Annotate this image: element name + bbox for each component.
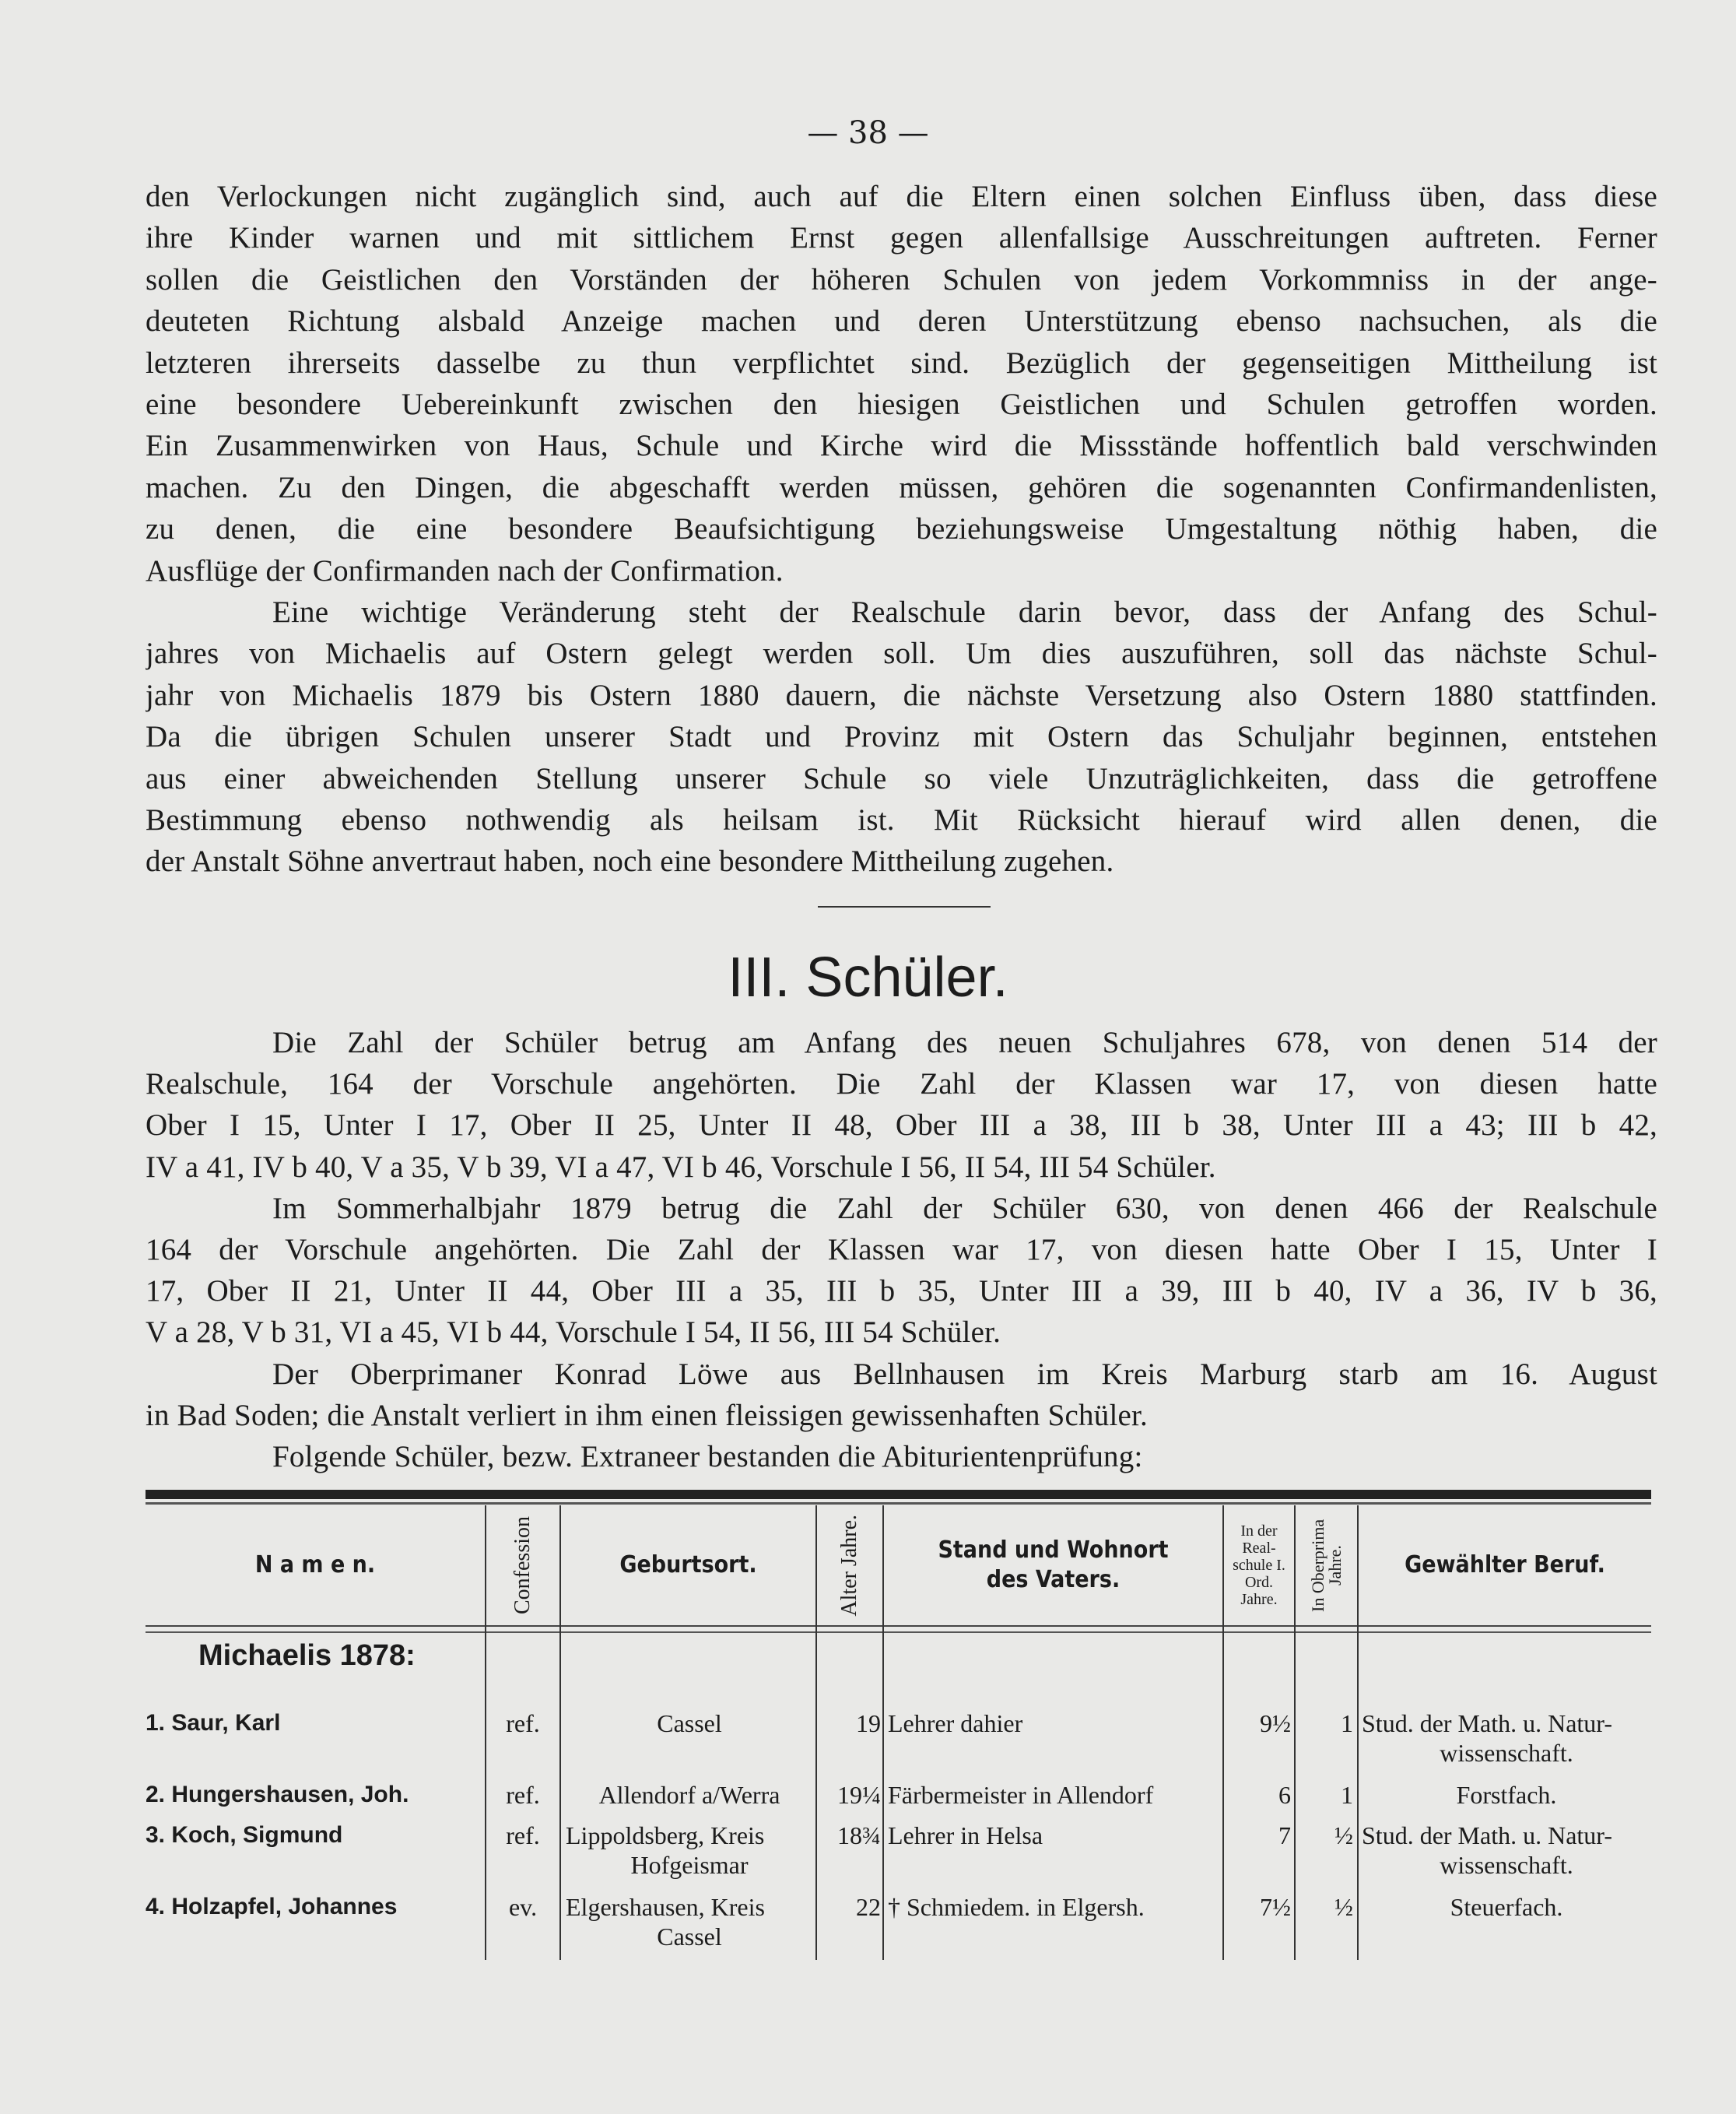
text-line: eine besondere Uebereinkunft zwischen den hiesigen Geistlichen und Schulen getroffen worden. (146, 388, 1657, 421)
text-line: jahr von Michaelis 1879 bis Ostern 1880 dauern, die nächste Versetzung also Ostern 1880 stattfinden. (146, 678, 1657, 712)
cell-name: 1. Saur, Karl (146, 1710, 281, 1736)
cell-birthplace: Elgershausen, Kreis Cassel (566, 1893, 765, 1951)
text-line: Eine wichtige Veränderung steht der Realschule darin bevor, dass der Anfang des Schul- (272, 595, 1657, 629)
header-birthplace: Geburtsort. (619, 1551, 757, 1578)
text-line: IV a 41, IV b 40, V a 35, V b 39, VI a 47, VI b 46, Vorschule I 56, II 54, III 54 Schüler. (146, 1150, 1216, 1184)
cell-father: Lehrer in Helsa (888, 1821, 1043, 1849)
text-line: Ober I 15, Unter I 17, Ober II 25, Unter II 48, Ober III a 38, III b 38, Unter III a 43; III b 42, (146, 1108, 1657, 1143)
text-line: Folgende Schüler, bezw. Extraneer bestanden die Abiturientenprüfung: (272, 1440, 1143, 1473)
header-name: N a m e n. (254, 1551, 376, 1578)
cell-name: 4. Holzapfel, Johannes (146, 1894, 398, 1919)
abitur-table (146, 1485, 1651, 1960)
table-top-rule-thin (146, 1502, 1651, 1505)
cell-father: † Schmiedem. in Elgersh. (888, 1893, 1145, 1921)
cell-age: 18¾ (837, 1821, 881, 1849)
cell-birthplace: Allendorf a/Werra (598, 1781, 780, 1809)
header-father: Stand und Wohnort des Vaters. (938, 1536, 1169, 1593)
text-line: Der Oberprimaner Konrad Löwe aus Bellnhausen im Kreis Marburg starb am 16. August (272, 1357, 1657, 1391)
cell-career: Forstfach. (1456, 1781, 1557, 1809)
header-rule (146, 1625, 1651, 1627)
cell-father: Färbermeister in Allendorf (888, 1781, 1154, 1809)
cell-realschule: 7½ (1260, 1893, 1291, 1921)
cell-confession: ev. (508, 1893, 538, 1921)
cell-confession: ref. (506, 1781, 540, 1809)
header-oberprima-years: In Oberprima Jahre. (1307, 1519, 1345, 1612)
cell-career: Steuerfach. (1450, 1893, 1563, 1921)
text-line: Im Sommerhalbjahr 1879 betrug die Zahl der Schüler 630, von denen 466 der Realschule (272, 1191, 1657, 1225)
text-line: Bestimmung ebenso nothwendig als heilsam ist. Mit Rücksicht hierauf wird allen denen, die (146, 803, 1657, 837)
text-line: Realschule, 164 der Vorschule angehörten. Die Zahl der Klassen war 17, von diesen hatte (146, 1067, 1657, 1101)
cell-oberprima: 1 (1341, 1781, 1353, 1809)
cell-name: 2. Hungershausen, Joh. (146, 1782, 409, 1807)
cell-realschule: 7 (1278, 1821, 1291, 1849)
cell-oberprima: ½ (1334, 1821, 1353, 1849)
cell-realschule: 6 (1278, 1781, 1291, 1809)
header-career: Gewählter Beruf. (1405, 1551, 1605, 1578)
section-divider (818, 906, 991, 908)
text-line: sollen die Geistlichen den Vorständen der höheren Schulen von jedem Vorkommniss in der ange- (146, 262, 1657, 297)
cell-confession: ref. (506, 1821, 540, 1849)
text-line: aus einer abweichenden Stellung unserer Schule so viele Unzuträglichkeiten, dass die getroffene (146, 761, 1657, 795)
text-line: ihre Kinder warnen und mit sittlichem Ernst gegen allenfallsige Ausschreitungen auftreten. Ferner (146, 221, 1657, 255)
cell-career: Stud. der Math. u. Natur-wissenschaft. (1362, 1709, 1612, 1767)
text-line: letzteren ihrerseits dasselbe zu thun verpflichtet sind. Bezüglich der gegenseitigen Mittheilung ist (146, 346, 1657, 380)
cell-confession: ref. (506, 1709, 540, 1737)
text-line: Da die übrigen Schulen unserer Stadt und Provinz mit Ostern das Schuljahr beginnen, entstehen (146, 720, 1657, 754)
table-top-rule (146, 1490, 1651, 1499)
text-line: 164 der Vorschule angehörten. Die Zahl der Klassen war 17, von diesen hatte Ober I 15, Unter I (146, 1233, 1657, 1266)
cell-oberprima: ½ (1334, 1893, 1353, 1921)
cell-oberprima: 1 (1341, 1709, 1353, 1737)
text-line: jahres von Michaelis auf Ostern gelegt werden soll. Um dies auszuführen, soll das nächste Schul- (146, 637, 1657, 671)
page-number: — 38 — (807, 115, 929, 151)
cell-name: 3. Koch, Sigmund (146, 1822, 343, 1848)
header-age: Alter Jahre. (837, 1514, 861, 1617)
text-line: 17, Ober II 21, Unter II 44, Ober III a 35, III b 35, Unter III a 39, III b 40, IV a 36, IV b 36, (146, 1274, 1657, 1308)
text-line: deuteten Richtung alsbald Anzeige machen und deren Unterstützung ebenso nachsuchen, als die (146, 304, 1657, 339)
cell-realschule: 9½ (1260, 1709, 1291, 1737)
text-line: machen. Zu den Dingen, die abgeschafft werden müssen, gehören die sogenannten Confirmandenlisten, (146, 470, 1657, 504)
cell-birthplace: Lippoldsberg, Kreis Hofgeismar (566, 1821, 765, 1879)
cell-father: Lehrer dahier (888, 1709, 1023, 1737)
text-line: zu denen, die eine besondere Beaufsichtigung beziehungsweise Umgestaltung nöthig haben, die (146, 512, 1657, 546)
text-line: Ein Zusammenwirken von Haus, Schule und Kirche wird die Missstände hoffentlich bald verschwinden (146, 429, 1657, 463)
cell-birthplace: Cassel (657, 1709, 722, 1737)
text-line: Die Zahl der Schüler betrug am Anfang des neuen Schuljahres 678, von denen 514 der (272, 1026, 1657, 1059)
header-confession: Confession (510, 1516, 535, 1614)
text-line: in Bad Soden; die Anstalt verliert in ihm einen fleissigen gewissenhaften Schüler. (146, 1398, 1148, 1432)
text-line: V a 28, V b 31, VI a 45, VI b 44, Vorschule I 54, II 56, III 54 Schüler. (146, 1315, 1001, 1350)
section-heading: III. Schüler. (728, 946, 1008, 1009)
text-line: der Anstalt Söhne anvertraut haben, noch eine besondere Mittheilung zugehen. (146, 845, 1114, 879)
cell-age: 19 (856, 1709, 881, 1737)
cell-age: 22 (856, 1893, 881, 1921)
cell-age: 19¼ (837, 1781, 881, 1809)
header-realschule-years: In der Real- schule I. Ord. Jahre. (1233, 1522, 1285, 1608)
header-rule-thin (146, 1631, 1651, 1633)
cell-career: Stud. der Math. u. Natur-wissenschaft. (1362, 1821, 1612, 1879)
text-line: Ausflüge der Confirmanden nach der Confirmation. (146, 553, 784, 588)
text-line: den Verlockungen nicht zugänglich sind, auch auf die Eltern einen solchen Einfluss üben, dass diese (146, 180, 1657, 213)
term-label: Michaelis 1878: (198, 1639, 416, 1672)
